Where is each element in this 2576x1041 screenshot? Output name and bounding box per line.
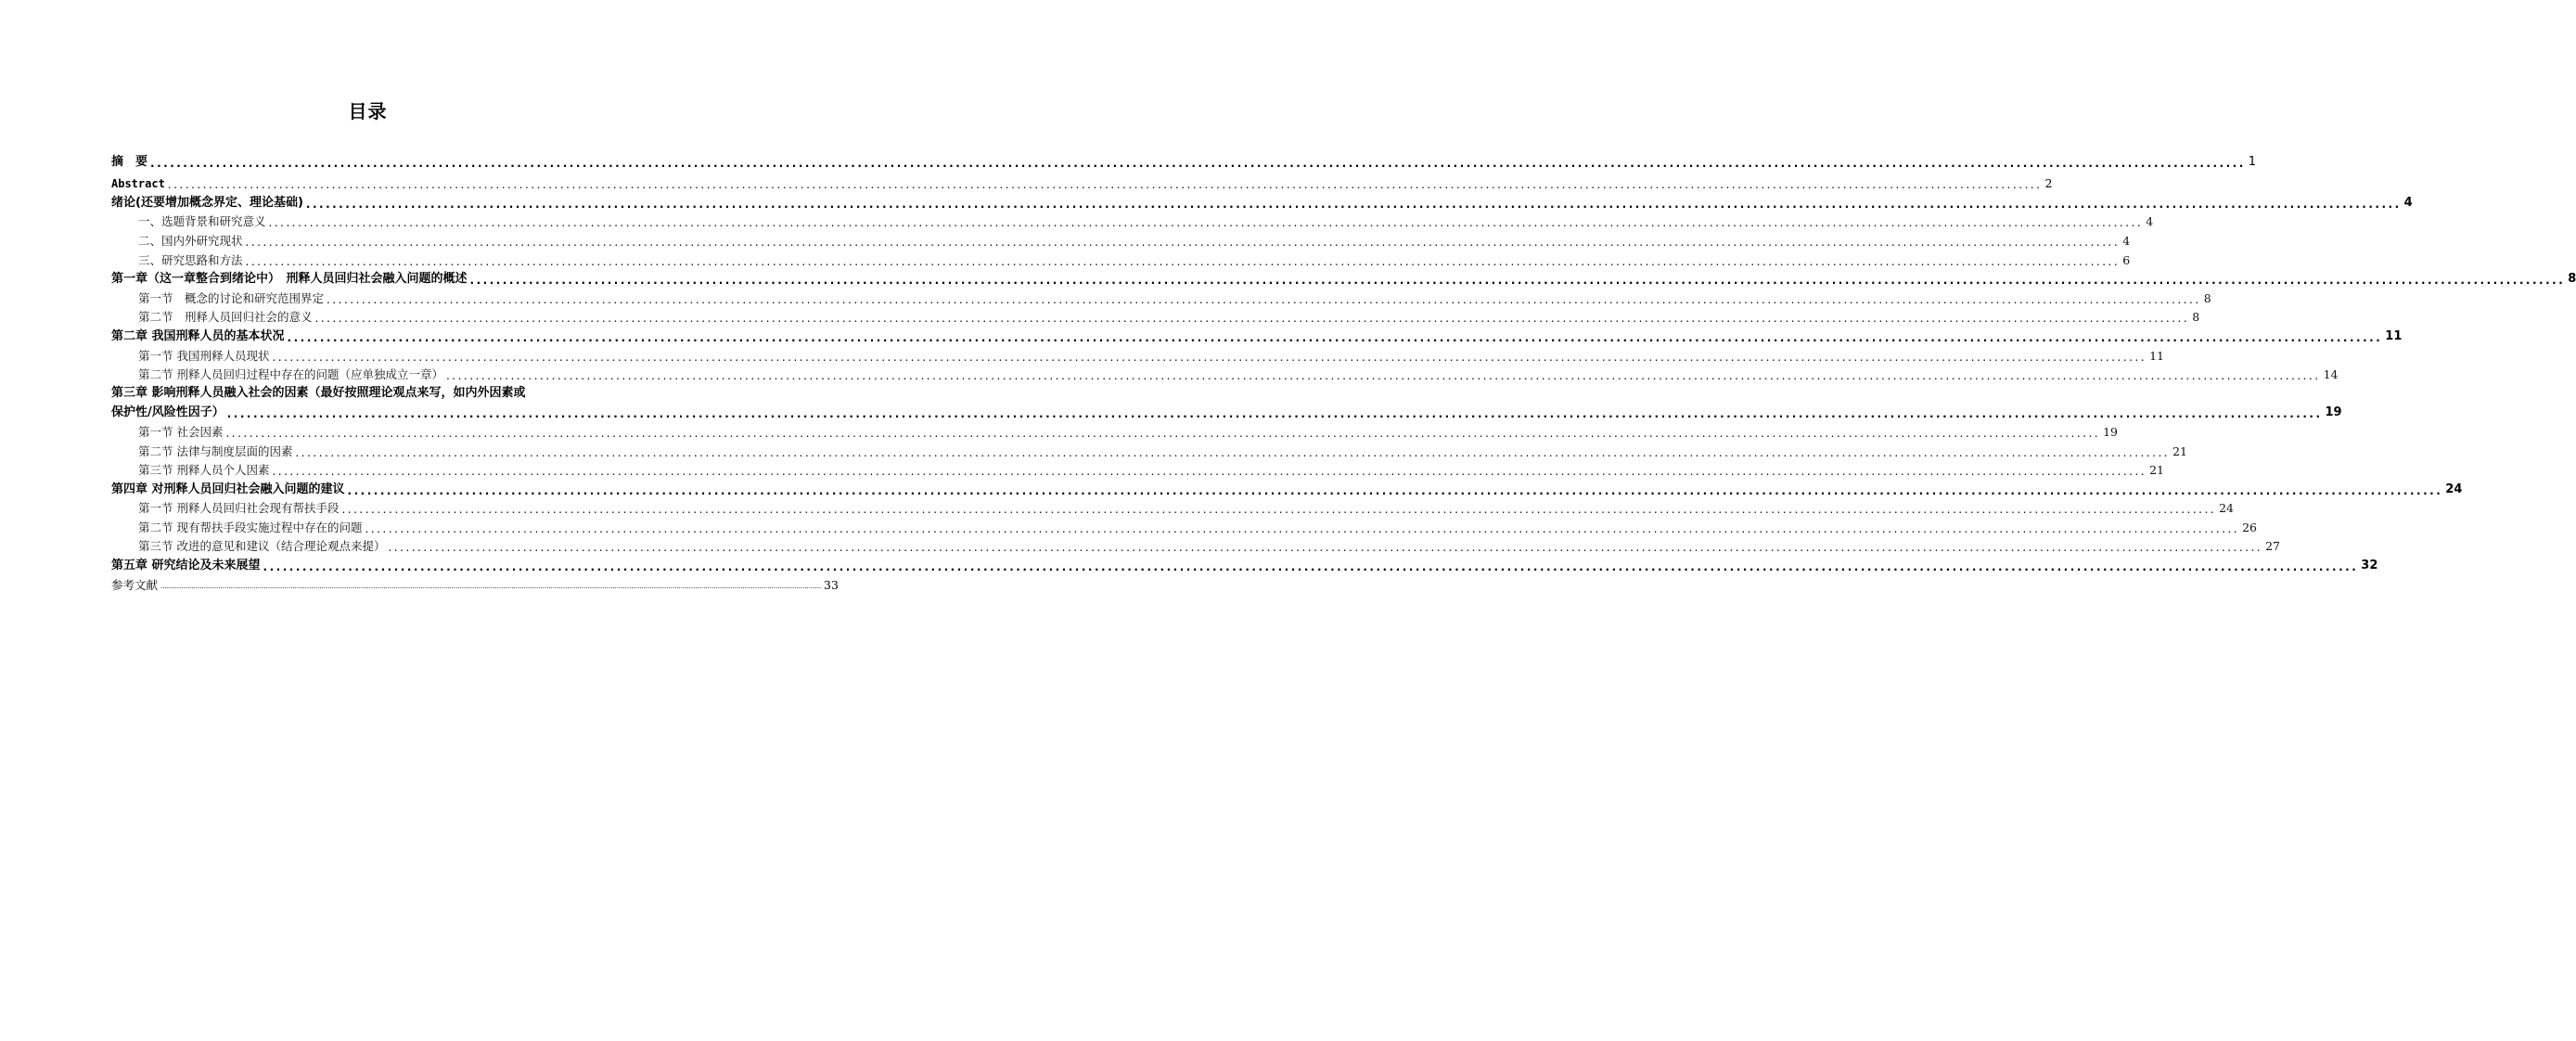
toc-entry-page: 19 xyxy=(2103,424,2119,439)
toc-entry-ch3-sec2[interactable] xyxy=(111,442,2188,461)
toc-entry-abstract-en[interactable] xyxy=(111,174,2053,194)
toc-entry-page: 8 xyxy=(2192,310,2200,325)
toc-leader-dots: ................................................................................................................................................................................................................................................................................................................................ xyxy=(469,274,2566,288)
toc-entry-intro-3[interactable] xyxy=(111,251,2131,270)
toc-leader-dots: ................................................................................................................................................................................................................................................................................................................................ xyxy=(150,156,2246,170)
toc-leader-dots: ................................................................................................................................................................................................................................................................................................................................ xyxy=(272,350,2147,364)
toc-entry-references[interactable] xyxy=(111,575,839,595)
toc-entry-ch3-sec3[interactable] xyxy=(111,461,2165,481)
toc-entry-page: 4 xyxy=(2122,233,2131,248)
toc-entry-label: 第二节 刑释人员回归社会的意义 xyxy=(138,310,313,325)
toc-entry-ch3-sec1[interactable] xyxy=(111,422,2119,442)
toc-entry-label: 第一节 概念的讨论和研究范围界定 xyxy=(138,290,325,305)
toc-leader-dots: ................................................................................................................................................................................................................................................................................................................................ xyxy=(314,312,2190,326)
toc-entry-label: 第一章（这一章整合到绪论中） 刑释人员回归社会融入问题的概述 xyxy=(111,272,468,287)
toc-entry-page: 14 xyxy=(2323,367,2339,382)
toc-entry-page: 1 xyxy=(2248,154,2257,169)
toc-entry-label: 第五章 研究结论及未来展望 xyxy=(111,559,261,573)
toc-entry-page: 21 xyxy=(2172,443,2188,458)
toc-entry-chapter-2[interactable] xyxy=(111,327,2403,346)
toc-leader-dots: ................................................................................................................................................................................................................................................................................................................................ xyxy=(245,254,2121,268)
toc-entry-page: 11 xyxy=(2149,348,2165,363)
toc-entry-ch1-sec1[interactable] xyxy=(111,289,2211,308)
toc-entry-page: 32 xyxy=(2361,559,2378,573)
toc-leader-dots: ................................................................................................................................................................................................................................................................................................................................ xyxy=(263,560,2359,574)
toc-entry-label: 第二节 法律与制度层面的因素 xyxy=(138,443,293,458)
toc-entry-page: 19 xyxy=(2325,405,2342,420)
toc-leader-dots: ................................................................................................................................................................................................................................................................................................................................ xyxy=(445,369,2321,383)
toc-entry-label: 第二节 刑释人员回归过程中存在的问题（应单独成立一章） xyxy=(138,367,443,382)
toc-entry-page: 21 xyxy=(2149,463,2165,478)
toc-leader-dots: ................................................................................................................................................................................................................................................................................................................................ xyxy=(272,465,2147,479)
toc-leader-dots: ................................................................................................................................................................................................................................................................................................................................ xyxy=(226,407,2323,421)
toc-entry-ch2-sec2[interactable] xyxy=(111,366,2339,385)
toc-entry-chapter-3-line1[interactable]: 第三章 影响刑释人员融入社会的因素（最好按照理论观点来写，如内外因素或 xyxy=(111,386,526,401)
toc-entry-label: 第二章 我国刑释人员的基本状况 xyxy=(111,328,285,343)
toc-entry-abstract-cn[interactable] xyxy=(111,152,2257,172)
toc-entry-ch4-sec1[interactable] xyxy=(111,499,2235,519)
toc-entry-label: 第二节 现有帮扶手段实施过程中存在的问题 xyxy=(138,520,363,534)
toc-entry-label: 二、国内外研究现状 xyxy=(138,233,243,248)
toc-entry-label: 第一节 刑释人员回归社会现有帮扶手段 xyxy=(138,501,340,516)
toc-leader-dots: ................................................................................................................................................................................................................................................................................................................................ xyxy=(160,582,822,590)
toc-entry-chapter-5[interactable] xyxy=(111,556,2378,575)
toc-entry-page: 4 xyxy=(2403,195,2413,210)
toc-entry-page: 33 xyxy=(824,577,839,592)
toc-entry-introduction[interactable] xyxy=(111,193,2413,212)
toc-entry-page: 8 xyxy=(2203,290,2211,305)
toc-entry-page: 6 xyxy=(2122,252,2131,267)
toc-entry-ch4-sec3[interactable] xyxy=(111,537,2281,557)
toc-leader-dots: ................................................................................................................................................................................................................................................................................................................................ xyxy=(268,216,2144,230)
toc-entry-page: 26 xyxy=(2242,520,2258,534)
toc-entry-page: 4 xyxy=(2146,214,2154,229)
toc-entry-page: 24 xyxy=(2445,482,2463,496)
toc-leader-dots: ................................................................................................................................................................................................................................................................................................................................ xyxy=(225,426,2101,440)
toc-entry-chapter-1[interactable] xyxy=(111,270,2576,289)
toc-entry-page: 24 xyxy=(2219,501,2235,516)
toc-entry-page: 8 xyxy=(2568,272,2576,287)
toc-leader-dots: ................................................................................................................................................................................................................................................................................................................................ xyxy=(327,292,2201,306)
toc-entry-chapter-4[interactable] xyxy=(111,480,2463,499)
toc-entry-label: 第四章 对刑释人员回归社会融入问题的建议 xyxy=(111,482,345,496)
toc-leader-dots: ................................................................................................................................................................................................................................................................................................................................ xyxy=(295,445,2171,459)
toc-entry-chapter-3[interactable] xyxy=(111,404,2342,423)
toc-entry-ch2-sec1[interactable] xyxy=(111,346,2165,366)
toc-leader-dots: ................................................................................................................................................................................................................................................................................................................................ xyxy=(305,197,2402,211)
toc-entry-page: 27 xyxy=(2265,539,2281,554)
toc-entry-label: Abstract xyxy=(111,177,165,191)
toc-entry-ch4-sec2[interactable] xyxy=(111,518,2258,537)
table-of-contents xyxy=(111,152,2576,595)
toc-leader-dots: ................................................................................................................................................................................................................................................................................................................................ xyxy=(341,503,2217,517)
toc-leader-dots: ................................................................................................................................................................................................................................................................................................................................ xyxy=(245,235,2121,249)
toc-entry-label: 保护性/风险性因子） xyxy=(111,405,224,420)
toc-entry-intro-1[interactable] xyxy=(111,212,2154,232)
toc-entry-ch1-sec2[interactable] xyxy=(111,308,2200,328)
toc-leader-dots: ................................................................................................................................................................................................................................................................................................................................ xyxy=(347,483,2443,497)
toc-leader-dots: ................................................................................................................................................................................................................................................................................................................................ xyxy=(388,541,2263,555)
toc-leader-dots: ................................................................................................................................................................................................................................................................................................................................ xyxy=(365,521,2240,535)
toc-entry-label: 参考文献 xyxy=(111,577,159,592)
toc-entry-intro-2[interactable] xyxy=(111,231,2131,251)
toc-entry-label: 第一节 我国刑释人员现状 xyxy=(138,348,270,363)
toc-entry-label: 摘 要 xyxy=(111,154,148,169)
toc-entry-label: 第一节 社会因素 xyxy=(138,424,224,439)
toc-entry-label: 三、研究思路和方法 xyxy=(138,252,243,267)
toc-entry-label: 一、选题背景和研究意义 xyxy=(138,214,266,229)
toc-entry-label: 绪论(还要增加概念界定、理论基础) xyxy=(111,195,303,210)
toc-entry-label: 第三节 刑释人员个人因素 xyxy=(138,463,270,478)
toc-title: 目录 xyxy=(348,100,388,122)
toc-leader-dots: ................................................................................................................................................................................................................................................................................................................................ xyxy=(287,330,2383,344)
toc-entry-label: 第三节 改进的意见和建议（结合理论观点来提） xyxy=(138,539,386,554)
toc-entry-page: 11 xyxy=(2385,328,2403,343)
toc-leader-dots: ................................................................................................................................................................................................................................................................................................................................ xyxy=(167,178,2043,192)
toc-entry-page: 2 xyxy=(2044,176,2053,191)
